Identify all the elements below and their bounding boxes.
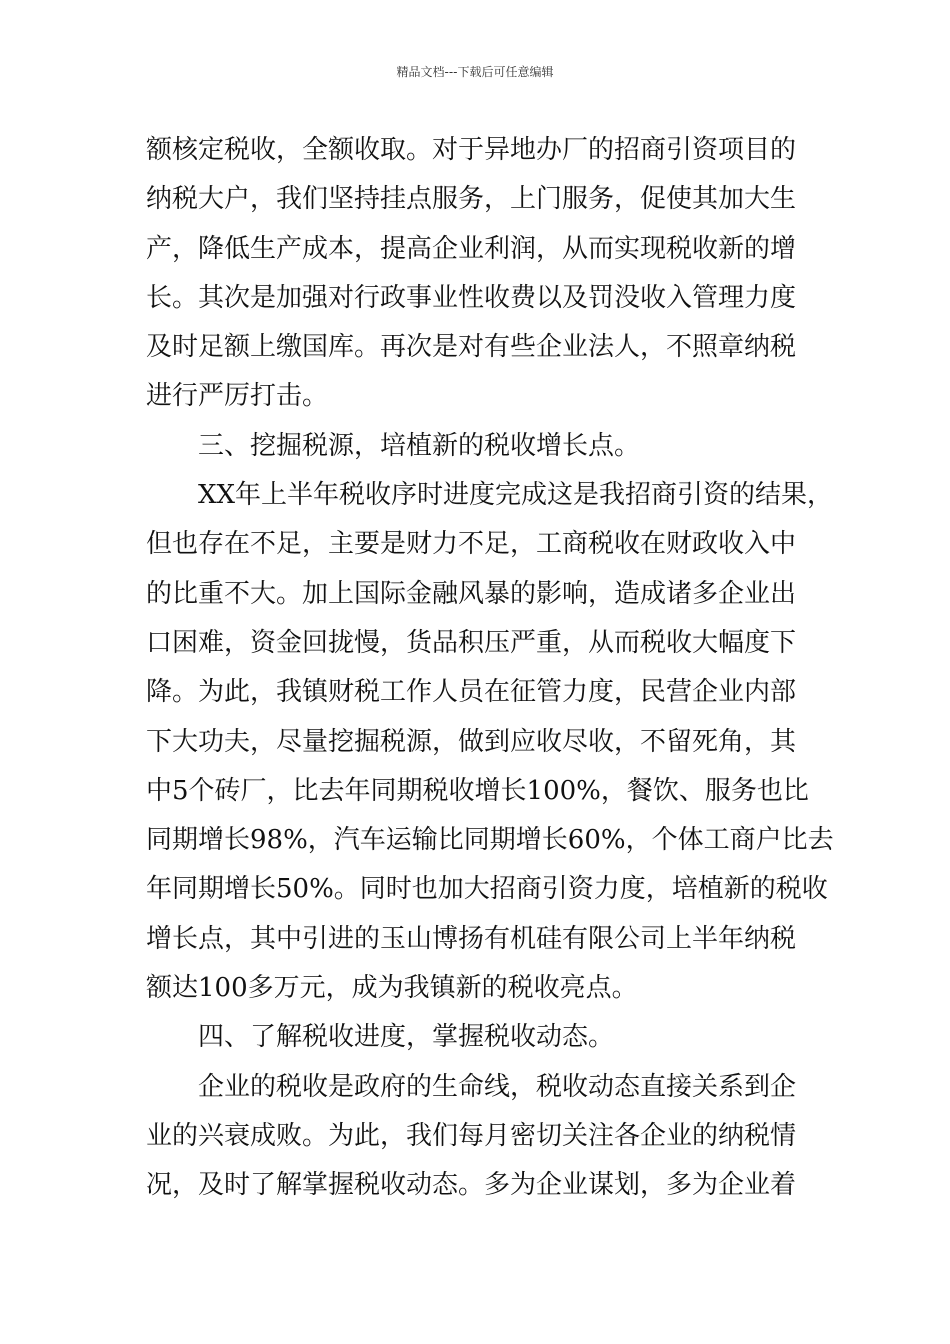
text-line: 进行严厉打击。 xyxy=(146,381,329,412)
text-line: 额达100多万元，成为我镇新的税收亮点。 xyxy=(146,973,638,1004)
text-line: 下大功夫，尽量挖掘税源，做到应收尽收，不留死角，其 xyxy=(146,726,797,757)
text-line: XX年上半年税收序时进度完成这是我招商引资的结果， xyxy=(146,480,834,511)
text-line: 额核定税收，全额收取。对于异地办厂的招商引资项目的 xyxy=(146,135,797,165)
text-line: 口困难，资金回拢慢，货品积压严重，从而税收大幅度下 xyxy=(146,627,797,658)
text-line: 增长点，其中引进的玉山博扬有机硅有限公司上半年纳税 xyxy=(146,923,797,954)
text-line: 纳税大户，我们坚持挂点服务，上门服务，促使其加大生 xyxy=(146,184,797,215)
section-heading: 四、了解税收进度，掌握税收动态。 xyxy=(146,1022,615,1053)
text-line: 及时足额上缴国库。再次是对有些企业法人，不照章纳税 xyxy=(146,332,797,363)
text-line: 业的兴衰成败。为此，我们每月密切关注各企业的纳税情 xyxy=(146,1120,797,1151)
text-line: 降。为此，我镇财税工作人员在征管力度，民营企业内部 xyxy=(146,677,797,708)
text-line: 但也存在不足，主要是财力不足，工商税收在财政收入中 xyxy=(146,529,797,560)
section-heading: 三、挖掘税源，培植新的税收增长点。 xyxy=(146,430,641,461)
text-line: 长。其次是加强对行政事业性收费以及罚没收入管理力度 xyxy=(146,282,797,313)
text-line: 企业的税收是政府的生命线，税收动态直接关系到企 xyxy=(146,1071,797,1102)
text-line: 年同期增长50%。同时也加大招商引资力度，培植新的税收 xyxy=(146,874,828,905)
text-line: 况，及时了解掌握税收动态。多为企业谋划，多为企业着 xyxy=(146,1170,797,1201)
text-line: 中5个砖厂，比去年同期税收增长100%，餐饮、服务也比 xyxy=(146,775,809,806)
text-line: 产，降低生产成本，提高企业利润，从而实现税收新的增 xyxy=(146,233,797,264)
text-line: 同期增长98%，汽车运输比同期增长60%，个体工商户比去 xyxy=(146,825,834,856)
document-body xyxy=(146,126,846,1211)
page-header: 精品文档---下载后可任意编辑 xyxy=(396,65,554,79)
text-line: 的比重不大。加上国际金融风暴的影响，造成诸多企业出 xyxy=(146,578,797,609)
